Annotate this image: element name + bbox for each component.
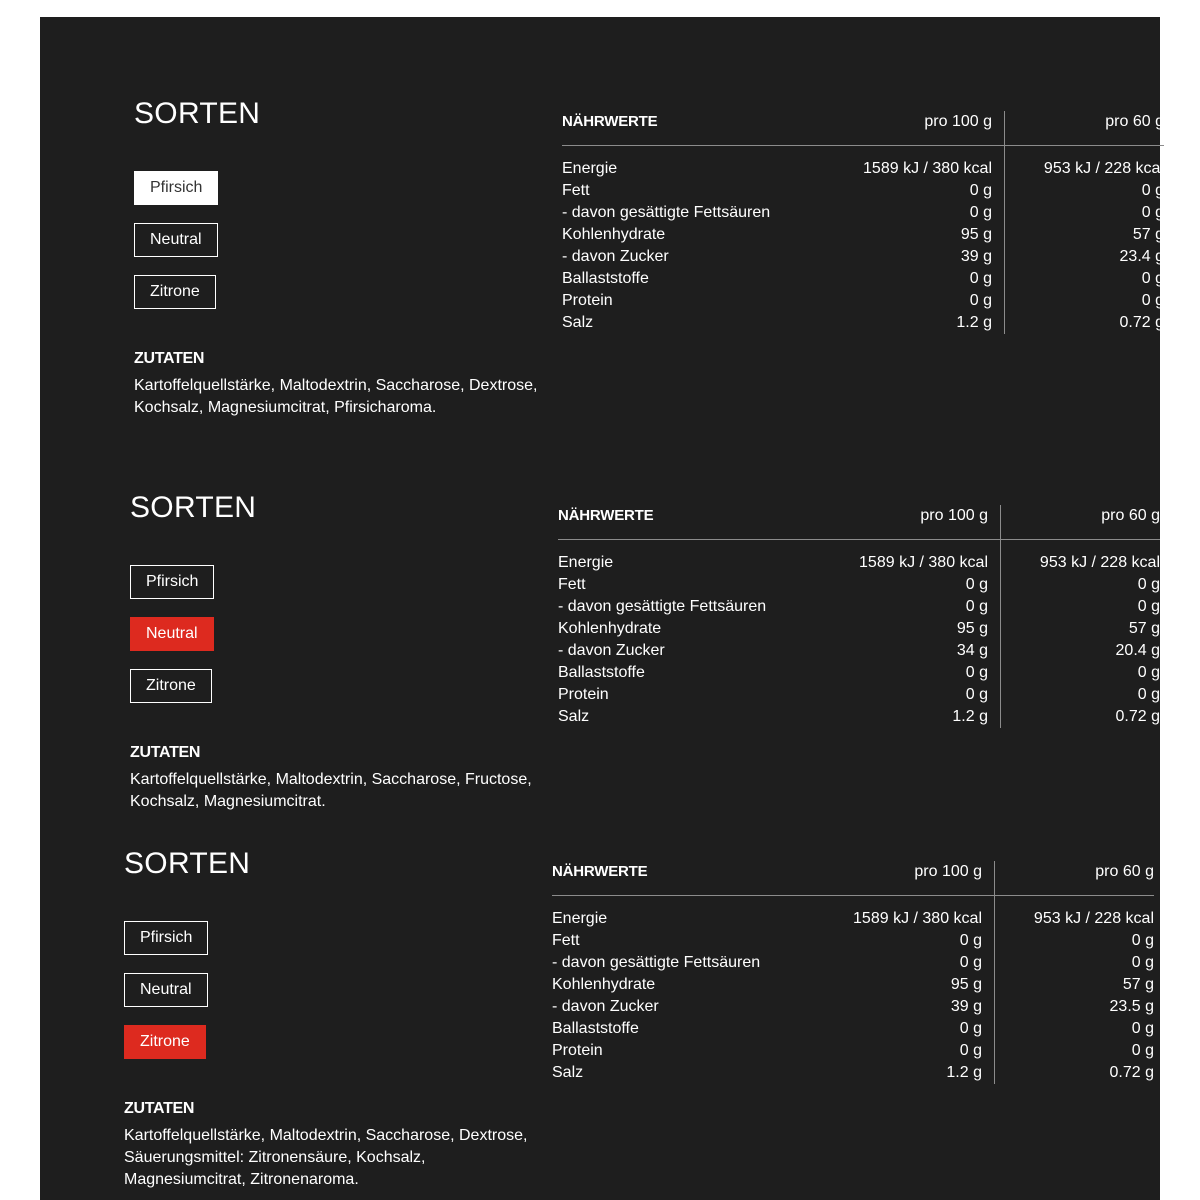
nutrient-value-per-60g: 953 kJ / 228 kcal	[1043, 160, 1164, 177]
nutrient-value-per-60g: 20.4 g	[1115, 642, 1160, 659]
nutrient-value-per-60g: 0 g	[1141, 292, 1164, 309]
nutrient-value-per-60g: 57 g	[1132, 226, 1164, 243]
sorten-title: SORTEN	[124, 847, 251, 880]
nutrient-name: Fett	[558, 576, 586, 593]
ingredients-text: Kartoffelquellstärke, Maltodextrin, Saccharose, Dextrose, Kochsalz, Magnesiumcitrat, Pfirsicharoma.	[134, 377, 538, 416]
nutrient-name: - davon gesättigte Fettsäuren	[552, 954, 761, 971]
nutrient-name: Energie	[552, 910, 608, 927]
column-header-per-100g: pro 100 g	[914, 863, 982, 880]
sorten-title: SORTEN	[130, 491, 257, 524]
nutrient-value-per-100g: 1.2 g	[952, 708, 988, 725]
nutrient-value-per-100g: 95 g	[956, 620, 988, 637]
nutrition-table-body	[558, 540, 1160, 728]
nutrition-row	[562, 268, 1164, 290]
nutrition-row	[562, 224, 1164, 246]
nutrient-value-per-60g: 0 g	[1131, 932, 1154, 949]
flavor-panel	[130, 489, 1170, 829]
nutrient-value-per-60g: 0.72 g	[1115, 708, 1160, 725]
variant-button-pfirsich[interactable]: Pfirsich	[124, 921, 208, 955]
column-header-per-60g: pro 60 g	[1095, 863, 1154, 880]
nutrient-name: Energie	[562, 160, 618, 177]
sorten-title: SORTEN	[134, 97, 261, 130]
nutrition-row	[552, 974, 1154, 996]
nutrient-value-per-100g: 0 g	[965, 686, 988, 703]
nutrition-row	[558, 684, 1160, 706]
nutrient-value-per-100g: 0 g	[959, 1020, 982, 1037]
nutrition-table	[552, 861, 1154, 1084]
nutrition-row	[552, 1040, 1154, 1062]
nutrient-value-per-100g: 95 g	[950, 976, 982, 993]
nutrition-heading: NÄHRWERTE	[558, 507, 654, 524]
nutrient-name: Ballaststoffe	[562, 270, 649, 287]
nutrition-row	[552, 996, 1154, 1018]
ingredients-text: Kartoffelquellstärke, Maltodextrin, Saccharose, Dextrose, Säuerungsmittel: Zitronensäure, Kochsalz, Magnesiumcitrat, Zitronenaroma.	[124, 1127, 528, 1188]
nutrient-value-per-60g: 953 kJ / 228 kcal	[1033, 910, 1154, 927]
nutrition-table	[562, 111, 1164, 334]
nutrient-name: Salz	[552, 1064, 584, 1081]
nutrient-value-per-100g: 0 g	[965, 598, 988, 615]
nutrient-name: Kohlenhydrate	[562, 226, 666, 243]
nutrient-name: Protein	[552, 1042, 603, 1059]
nutrient-name: - davon Zucker	[562, 248, 669, 265]
nutrition-heading: NÄHRWERTE	[552, 863, 648, 880]
flavor-panel	[124, 845, 1164, 1188]
nutrient-value-per-60g: 23.4 g	[1119, 248, 1164, 265]
nutrition-row	[552, 1062, 1154, 1084]
column-header-per-60g: pro 60 g	[1101, 507, 1160, 524]
nutrient-value-per-100g: 1.2 g	[946, 1064, 982, 1081]
nutrient-value-per-60g: 0 g	[1141, 270, 1164, 287]
nutrient-value-per-60g: 23.5 g	[1109, 998, 1154, 1015]
nutrient-name: Salz	[562, 314, 594, 331]
variant-button-neutral[interactable]: Neutral	[134, 223, 218, 257]
nutrient-name: Salz	[558, 708, 590, 725]
nutrient-name: Kohlenhydrate	[558, 620, 662, 637]
nutrient-value-per-100g: 0 g	[965, 664, 988, 681]
nutrition-row	[558, 662, 1160, 684]
nutrition-table-header	[558, 505, 1160, 540]
nutrient-value-per-100g: 0 g	[969, 204, 992, 221]
nutrient-value-per-60g: 0 g	[1131, 1020, 1154, 1037]
ingredients-text: Kartoffelquellstärke, Maltodextrin, Saccharose, Fructose, Kochsalz, Magnesiumcitrat.	[130, 771, 532, 810]
nutrition-row	[558, 574, 1160, 596]
column-divider	[1000, 505, 1001, 728]
nutrient-value-per-60g: 0 g	[1131, 1042, 1154, 1059]
variant-button-pfirsich[interactable]: Pfirsich	[130, 565, 214, 599]
nutrient-name: Energie	[558, 554, 614, 571]
nutrition-row	[552, 908, 1154, 930]
nutrient-value-per-100g: 39 g	[960, 248, 992, 265]
nutrient-value-per-60g: 0 g	[1131, 954, 1154, 971]
variant-button-neutral[interactable]: Neutral	[130, 617, 214, 651]
nutrient-value-per-100g: 1589 kJ / 380 kcal	[853, 910, 982, 927]
nutrition-table-body	[552, 896, 1154, 1084]
nutrient-name: - davon gesättigte Fettsäuren	[558, 598, 767, 615]
nutrition-row	[558, 618, 1160, 640]
nutrition-row	[562, 202, 1164, 224]
nutrient-value-per-100g: 0 g	[969, 292, 992, 309]
nutrition-row	[552, 952, 1154, 974]
column-divider	[994, 861, 995, 1084]
nutrition-row	[558, 596, 1160, 618]
nutrition-heading: NÄHRWERTE	[562, 113, 658, 130]
nutrient-name: - davon Zucker	[552, 998, 659, 1015]
nutrition-row	[562, 290, 1164, 312]
nutrition-row	[558, 640, 1160, 662]
nutrient-value-per-100g: 1.2 g	[956, 314, 992, 331]
nutrition-table-header	[552, 861, 1154, 896]
nutrient-value-per-100g: 0 g	[959, 932, 982, 949]
variant-button-zitrone[interactable]: Zitrone	[134, 275, 216, 309]
flavor-panel	[134, 95, 1174, 435]
nutrient-value-per-60g: 0 g	[1137, 686, 1160, 703]
nutrition-row	[562, 312, 1164, 334]
column-header-per-100g: pro 100 g	[920, 507, 988, 524]
nutrient-name: Protein	[562, 292, 613, 309]
nutrient-name: Kohlenhydrate	[552, 976, 656, 993]
nutrient-value-per-60g: 57 g	[1128, 620, 1160, 637]
variant-button-zitrone[interactable]: Zitrone	[124, 1025, 206, 1059]
variant-button-pfirsich[interactable]: Pfirsich	[134, 171, 218, 205]
nutrient-name: Protein	[558, 686, 609, 703]
nutrient-value-per-100g: 0 g	[959, 1042, 982, 1059]
nutrient-value-per-100g: 39 g	[950, 998, 982, 1015]
nutrient-value-per-60g: 953 kJ / 228 kcal	[1039, 554, 1160, 571]
nutrition-table-header	[562, 111, 1164, 146]
nutrition-row	[558, 706, 1160, 728]
nutrient-value-per-100g: 1589 kJ / 380 kcal	[859, 554, 988, 571]
variant-button-neutral[interactable]: Neutral	[124, 973, 208, 1007]
nutrient-value-per-60g: 57 g	[1122, 976, 1154, 993]
nutrition-row	[562, 158, 1164, 180]
nutrition-table	[558, 505, 1160, 728]
ingredients-heading: ZUTATEN	[134, 350, 205, 367]
nutrient-name: - davon gesättigte Fettsäuren	[562, 204, 771, 221]
nutrition-row	[558, 552, 1160, 574]
ingredients-heading: ZUTATEN	[124, 1100, 195, 1117]
ingredients-heading: ZUTATEN	[130, 744, 201, 761]
nutrition-row	[552, 930, 1154, 952]
nutrient-value-per-60g: 0 g	[1141, 204, 1164, 221]
nutrition-row	[552, 1018, 1154, 1040]
column-header-per-60g: pro 60 g	[1105, 113, 1164, 130]
nutrient-value-per-60g: 0 g	[1137, 664, 1160, 681]
nutrient-value-per-100g: 0 g	[965, 576, 988, 593]
nutrition-row	[562, 180, 1164, 202]
nutrient-value-per-60g: 0.72 g	[1109, 1064, 1154, 1081]
nutrient-value-per-60g: 0 g	[1137, 598, 1160, 615]
nutrient-value-per-60g: 0 g	[1137, 576, 1160, 593]
nutrition-row	[562, 246, 1164, 268]
nutrient-name: Fett	[562, 182, 590, 199]
variant-button-zitrone[interactable]: Zitrone	[130, 669, 212, 703]
nutrient-value-per-100g: 95 g	[960, 226, 992, 243]
nutrient-value-per-100g: 0 g	[969, 270, 992, 287]
nutrient-name: Fett	[552, 932, 580, 949]
nutrient-name: Ballaststoffe	[552, 1020, 639, 1037]
nutrient-value-per-100g: 34 g	[956, 642, 988, 659]
column-header-per-100g: pro 100 g	[924, 113, 992, 130]
nutrient-value-per-100g: 0 g	[969, 182, 992, 199]
nutrition-table-body	[562, 146, 1164, 334]
nutrient-value-per-60g: 0 g	[1141, 182, 1164, 199]
nutrient-value-per-100g: 0 g	[959, 954, 982, 971]
column-divider	[1004, 111, 1005, 334]
nutrient-value-per-100g: 1589 kJ / 380 kcal	[863, 160, 992, 177]
product-info-canvas	[40, 17, 1164, 1200]
nutrient-value-per-60g: 0.72 g	[1119, 314, 1164, 331]
nutrient-name: - davon Zucker	[558, 642, 665, 659]
nutrient-name: Ballaststoffe	[558, 664, 645, 681]
